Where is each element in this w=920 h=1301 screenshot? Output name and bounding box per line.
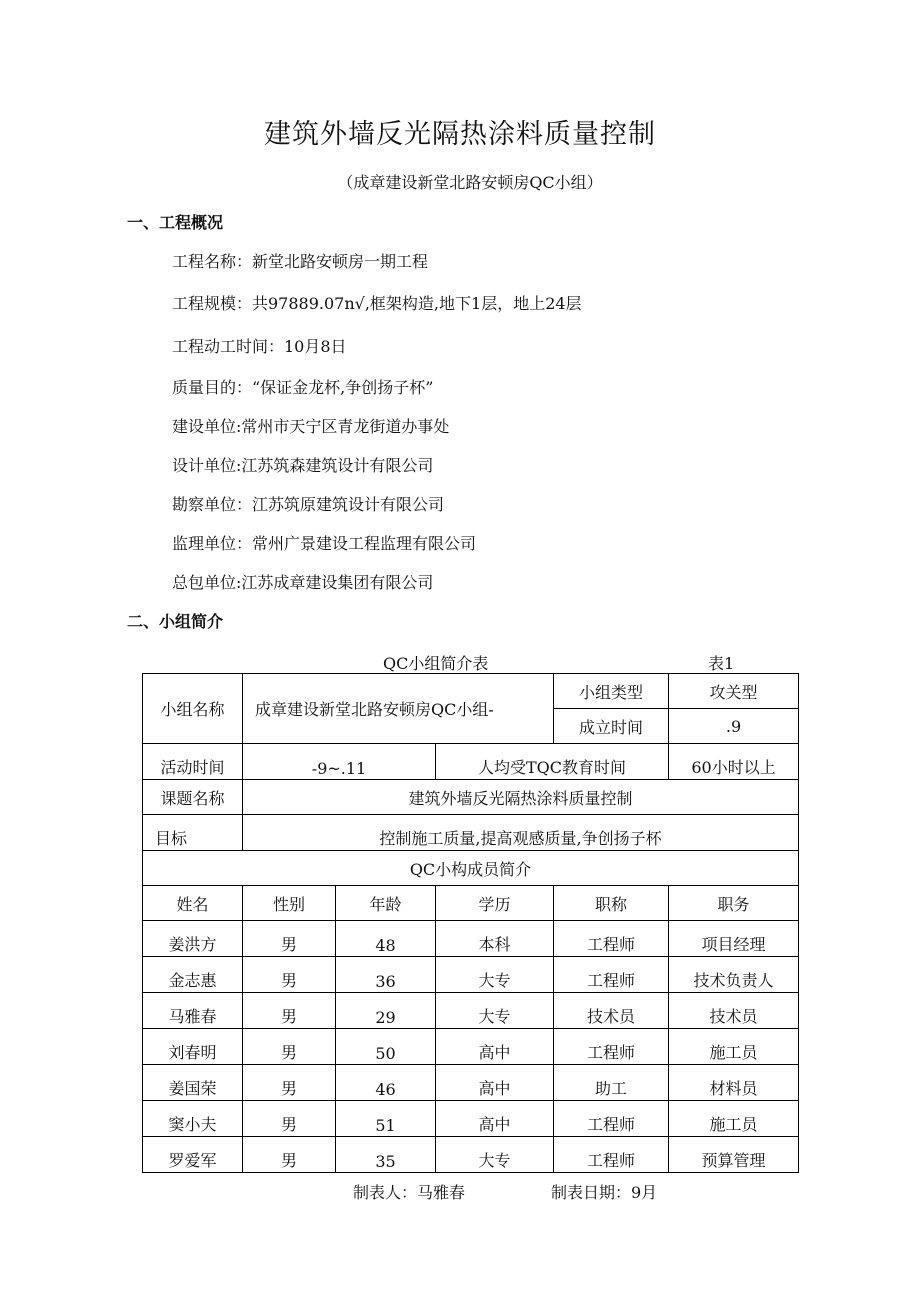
member-title: 工程师 <box>554 957 669 993</box>
tqc-hours-value: 60小时以上 <box>669 744 799 780</box>
member-position: 项目经理 <box>669 921 799 957</box>
table-row <box>143 744 799 780</box>
table-date: 制表日期：9月 <box>551 1183 658 1202</box>
member-gender: 男 <box>243 993 336 1029</box>
table-row <box>143 1065 799 1101</box>
member-name: 姜洪方 <box>143 921 243 957</box>
group-name-value: 成章建设新堂北路安顿房QC小组- <box>243 674 554 744</box>
member-age: 46 <box>336 1065 436 1101</box>
group-type-value: 攻关型 <box>669 674 799 709</box>
info-supervision-unit: 监理单位：常州广景建设工程监理有限公司 <box>172 534 477 553</box>
member-title: 工程师 <box>554 1029 669 1065</box>
member-age: 50 <box>336 1029 436 1065</box>
member-gender: 男 <box>243 1029 336 1065</box>
member-name: 窦小夫 <box>143 1101 243 1137</box>
member-age: 29 <box>336 993 436 1029</box>
table-row <box>143 921 799 957</box>
member-title: 技术员 <box>554 993 669 1029</box>
member-position: 施工员 <box>669 1101 799 1137</box>
header-title: 职称 <box>554 886 669 921</box>
section-heading-group: 二、小组简介 <box>127 612 224 631</box>
member-position: 技术负责人 <box>669 957 799 993</box>
table-row <box>143 1137 799 1173</box>
info-project-name: 工程名称：新堂北路安顿房一期工程 <box>172 252 429 271</box>
member-age: 48 <box>336 921 436 957</box>
table-maker: 制表人：马雅春 <box>353 1183 466 1202</box>
header-education: 学历 <box>436 886 554 921</box>
member-gender: 男 <box>243 957 336 993</box>
info-owner-unit: 建设单位:常州市天宁区青龙街道办事处 <box>172 417 450 436</box>
member-title: 工程师 <box>554 1101 669 1137</box>
topic-value: 建筑外墙反光隔热涂料质量控制 <box>243 780 799 815</box>
info-start-date: 工程动工时间：10月8日 <box>172 337 347 356</box>
topic-label: 课题名称 <box>143 780 243 815</box>
established-value: .9 <box>669 709 799 744</box>
table-number: 表1 <box>708 654 735 673</box>
member-education: 高中 <box>436 1101 554 1137</box>
member-name: 罗爱军 <box>143 1137 243 1173</box>
info-quality-goal: 质量目的：“保证金龙杯,争创扬子杯” <box>172 378 434 397</box>
member-position: 施工员 <box>669 1029 799 1065</box>
table-row <box>143 993 799 1029</box>
goal-value: 控制施工质量,提高观感质量,争创扬子杯 <box>243 815 799 851</box>
member-education: 大专 <box>436 993 554 1029</box>
member-age: 35 <box>336 1137 436 1173</box>
info-design-unit: 设计单位:江苏筑森建筑设计有限公司 <box>172 456 434 475</box>
header-age: 年龄 <box>336 886 436 921</box>
goal-label: 目标 <box>143 815 243 851</box>
info-general-contractor: 总包单位:江苏成章建设集团有限公司 <box>172 573 434 592</box>
member-position: 材料员 <box>669 1065 799 1101</box>
members-title: QC小构成员简介 <box>143 851 799 886</box>
member-title: 工程师 <box>554 1137 669 1173</box>
header-position: 职务 <box>669 886 799 921</box>
table-row <box>143 957 799 993</box>
member-age: 51 <box>336 1101 436 1137</box>
activity-time-value: -9~.11 <box>243 744 436 780</box>
header-gender: 性别 <box>243 886 336 921</box>
member-gender: 男 <box>243 1101 336 1137</box>
member-gender: 男 <box>243 1137 336 1173</box>
member-age: 36 <box>336 957 436 993</box>
info-project-scale: 工程规模：共97889.07n√,框架构造,地下1层，地上24层 <box>172 294 582 313</box>
qc-group-table <box>142 673 799 1173</box>
group-type-label: 小组类型 <box>554 674 669 709</box>
member-gender: 男 <box>243 1065 336 1101</box>
header-name: 姓名 <box>143 886 243 921</box>
member-title: 工程师 <box>554 921 669 957</box>
tqc-hours-label: 人均受TQC教育时间 <box>436 744 669 780</box>
table-row <box>143 1029 799 1065</box>
table-caption: QC小组简介表 <box>383 654 489 673</box>
table-row <box>143 815 799 851</box>
group-name-label: 小组名称 <box>143 674 243 744</box>
member-education: 大专 <box>436 957 554 993</box>
table-row <box>143 780 799 815</box>
activity-time-label: 活动时间 <box>143 744 243 780</box>
member-name: 马雅春 <box>143 993 243 1029</box>
section-heading-overview: 一、工程概况 <box>127 213 224 232</box>
member-education: 大专 <box>436 1137 554 1173</box>
member-title: 助工 <box>554 1065 669 1101</box>
member-name: 金志惠 <box>143 957 243 993</box>
member-gender: 男 <box>243 921 336 957</box>
table-row <box>143 1101 799 1137</box>
table-row <box>143 851 799 886</box>
table-header-row <box>143 886 799 921</box>
document-title: 建筑外墙反光隔热涂料质量控制 <box>264 119 656 150</box>
member-name: 姜国荣 <box>143 1065 243 1101</box>
member-position: 预算管理 <box>669 1137 799 1173</box>
member-education: 高中 <box>436 1029 554 1065</box>
established-label: 成立时间 <box>554 709 669 744</box>
document-subtitle: （成章建设新堂北路安顿房QC小组） <box>337 173 603 192</box>
member-education: 本科 <box>436 921 554 957</box>
member-name: 刘春明 <box>143 1029 243 1065</box>
info-survey-unit: 勘察单位：江苏筑原建筑设计有限公司 <box>172 495 445 514</box>
member-position: 技术员 <box>669 993 799 1029</box>
table-row <box>143 674 799 709</box>
member-education: 高中 <box>436 1065 554 1101</box>
